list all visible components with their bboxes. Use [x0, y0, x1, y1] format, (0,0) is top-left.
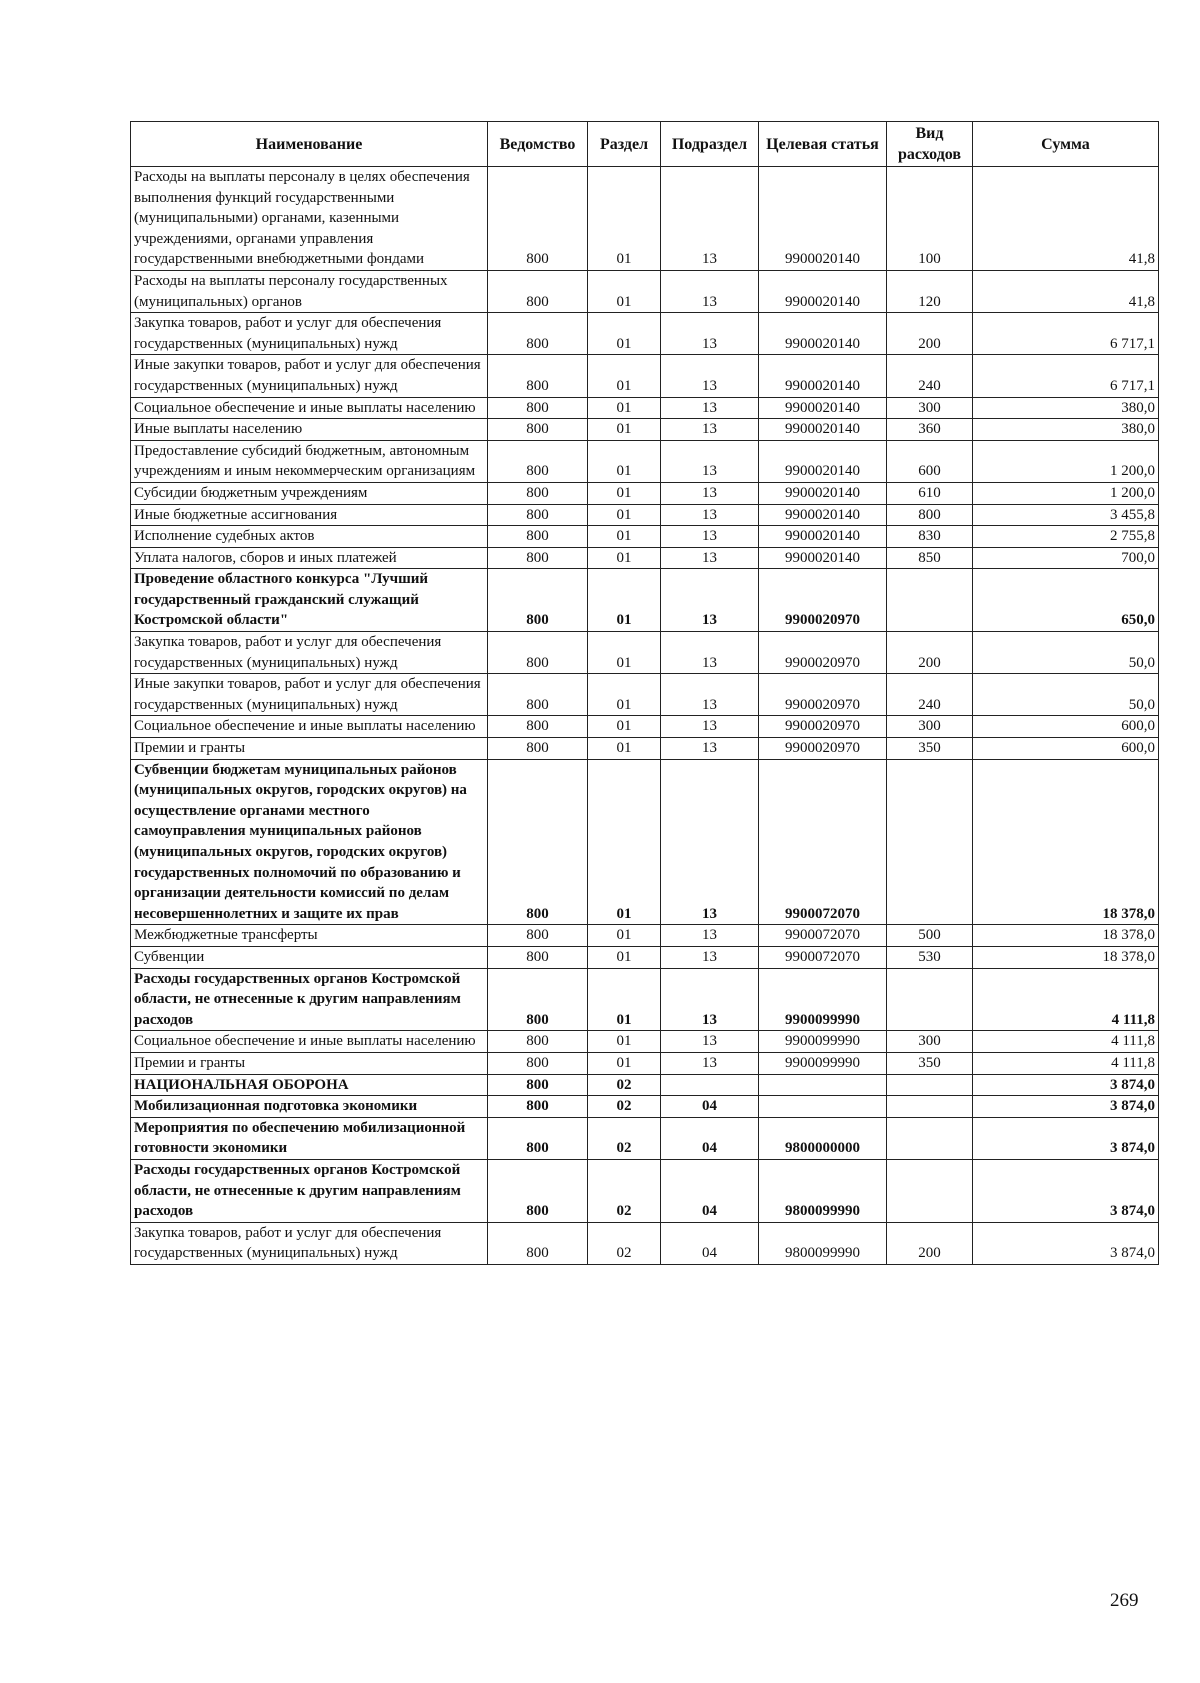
cell-razdel: 01 — [588, 167, 661, 271]
cell-name: Межбюджетные трансферты — [131, 925, 488, 947]
cell-statya: 9900020970 — [759, 632, 887, 674]
table-row — [131, 632, 1159, 674]
header-statya: Целевая статья — [759, 122, 887, 167]
cell-name: Мероприятия по обеспечению мобилизационной готовности экономики — [131, 1117, 488, 1159]
cell-vid — [887, 569, 973, 632]
cell-razdel: 01 — [588, 946, 661, 968]
table-row — [131, 526, 1159, 548]
cell-vid: 360 — [887, 419, 973, 441]
table-row — [131, 167, 1159, 271]
cell-vedomstvo: 800 — [488, 674, 588, 716]
cell-vedomstvo: 800 — [488, 1117, 588, 1159]
table-row — [131, 1031, 1159, 1053]
cell-vedomstvo: 800 — [488, 632, 588, 674]
cell-statya: 9900020140 — [759, 270, 887, 312]
cell-statya: 9900020140 — [759, 167, 887, 271]
cell-vid: 850 — [887, 547, 973, 569]
budget-table — [130, 121, 1159, 1265]
cell-podrazdel: 13 — [661, 482, 759, 504]
cell-statya: 9900020970 — [759, 716, 887, 738]
table-row — [131, 946, 1159, 968]
cell-razdel: 01 — [588, 313, 661, 355]
cell-summa: 380,0 — [973, 419, 1159, 441]
table-row — [131, 482, 1159, 504]
header-vid: Вид расходов — [887, 122, 973, 167]
cell-podrazdel: 13 — [661, 397, 759, 419]
cell-vedomstvo: 800 — [488, 716, 588, 738]
table-row — [131, 1117, 1159, 1159]
cell-vid: 610 — [887, 482, 973, 504]
cell-vedomstvo: 800 — [488, 1096, 588, 1118]
table-row — [131, 1074, 1159, 1096]
cell-podrazdel: 13 — [661, 674, 759, 716]
cell-name: Уплата налогов, сборов и иных платежей — [131, 547, 488, 569]
cell-statya: 9900072070 — [759, 925, 887, 947]
cell-name: Закупка товаров, работ и услуг для обеспечения государственных (муниципальных) нужд — [131, 1222, 488, 1264]
header-name: Наименование — [131, 122, 488, 167]
cell-summa: 4 111,8 — [973, 968, 1159, 1031]
cell-podrazdel: 04 — [661, 1222, 759, 1264]
cell-summa: 3 874,0 — [973, 1074, 1159, 1096]
cell-statya: 9900020140 — [759, 482, 887, 504]
cell-statya: 9900020140 — [759, 504, 887, 526]
cell-statya: 9900099990 — [759, 1052, 887, 1074]
cell-name: Иные закупки товаров, работ и услуг для обеспечения государственных (муниципальных) нужд — [131, 674, 488, 716]
cell-razdel: 01 — [588, 397, 661, 419]
cell-vedomstvo: 800 — [488, 968, 588, 1031]
cell-summa: 2 755,8 — [973, 526, 1159, 548]
cell-summa: 3 874,0 — [973, 1222, 1159, 1264]
cell-summa: 380,0 — [973, 397, 1159, 419]
cell-statya — [759, 1074, 887, 1096]
cell-razdel: 01 — [588, 759, 661, 925]
cell-name: НАЦИОНАЛЬНАЯ ОБОРОНА — [131, 1074, 488, 1096]
table-row — [131, 738, 1159, 760]
cell-podrazdel: 13 — [661, 1052, 759, 1074]
cell-vid: 200 — [887, 313, 973, 355]
cell-razdel: 02 — [588, 1117, 661, 1159]
cell-summa: 3 874,0 — [973, 1117, 1159, 1159]
cell-podrazdel: 13 — [661, 270, 759, 312]
cell-podrazdel — [661, 1074, 759, 1096]
table-body — [131, 167, 1159, 1265]
cell-statya: 9900020140 — [759, 547, 887, 569]
cell-name: Исполнение судебных актов — [131, 526, 488, 548]
cell-vedomstvo: 800 — [488, 504, 588, 526]
cell-vid — [887, 968, 973, 1031]
cell-podrazdel: 13 — [661, 968, 759, 1031]
cell-podrazdel: 13 — [661, 419, 759, 441]
cell-podrazdel: 13 — [661, 925, 759, 947]
cell-summa: 18 378,0 — [973, 759, 1159, 925]
cell-razdel: 01 — [588, 270, 661, 312]
cell-statya: 9800099990 — [759, 1222, 887, 1264]
cell-statya — [759, 1096, 887, 1118]
cell-vid: 100 — [887, 167, 973, 271]
header-razdel: Раздел — [588, 122, 661, 167]
cell-vedomstvo: 800 — [488, 1222, 588, 1264]
cell-vid: 200 — [887, 1222, 973, 1264]
table-row — [131, 759, 1159, 925]
cell-podrazdel: 13 — [661, 946, 759, 968]
cell-vedomstvo: 800 — [488, 167, 588, 271]
cell-vid: 600 — [887, 440, 973, 482]
cell-podrazdel: 13 — [661, 738, 759, 760]
cell-podrazdel: 13 — [661, 440, 759, 482]
cell-name: Иные закупки товаров, работ и услуг для обеспечения государственных (муниципальных) нужд — [131, 355, 488, 397]
cell-summa: 4 111,8 — [973, 1052, 1159, 1074]
table-row — [131, 1222, 1159, 1264]
cell-statya: 9900020140 — [759, 355, 887, 397]
cell-statya: 9900020140 — [759, 397, 887, 419]
cell-razdel: 01 — [588, 569, 661, 632]
cell-razdel: 01 — [588, 738, 661, 760]
cell-summa: 3 455,8 — [973, 504, 1159, 526]
cell-vedomstvo: 800 — [488, 759, 588, 925]
cell-podrazdel: 13 — [661, 526, 759, 548]
cell-vid — [887, 759, 973, 925]
cell-vedomstvo: 800 — [488, 440, 588, 482]
cell-vedomstvo: 800 — [488, 946, 588, 968]
table-row — [131, 270, 1159, 312]
cell-name: Социальное обеспечение и иные выплаты населению — [131, 1031, 488, 1053]
cell-name: Закупка товаров, работ и услуг для обеспечения государственных (муниципальных) нужд — [131, 632, 488, 674]
cell-name: Премии и гранты — [131, 1052, 488, 1074]
cell-vid: 240 — [887, 355, 973, 397]
table-row — [131, 1052, 1159, 1074]
table-row — [131, 355, 1159, 397]
cell-podrazdel: 13 — [661, 313, 759, 355]
cell-summa: 50,0 — [973, 632, 1159, 674]
cell-razdel: 01 — [588, 526, 661, 548]
table-row — [131, 1096, 1159, 1118]
table-row — [131, 504, 1159, 526]
cell-summa: 650,0 — [973, 569, 1159, 632]
table-row — [131, 968, 1159, 1031]
cell-summa: 600,0 — [973, 738, 1159, 760]
cell-vedomstvo: 800 — [488, 482, 588, 504]
cell-vid — [887, 1117, 973, 1159]
cell-statya: 9800099990 — [759, 1159, 887, 1222]
cell-vid: 530 — [887, 946, 973, 968]
cell-summa: 600,0 — [973, 716, 1159, 738]
table-row — [131, 419, 1159, 441]
cell-podrazdel: 13 — [661, 167, 759, 271]
cell-summa: 50,0 — [973, 674, 1159, 716]
header-podrazdel: Подраздел — [661, 122, 759, 167]
cell-summa: 18 378,0 — [973, 925, 1159, 947]
table-row — [131, 569, 1159, 632]
cell-podrazdel: 13 — [661, 355, 759, 397]
cell-summa: 1 200,0 — [973, 482, 1159, 504]
cell-name: Проведение областного конкурса "Лучший государственный гражданский служащий Костромской области" — [131, 569, 488, 632]
cell-vid — [887, 1159, 973, 1222]
cell-podrazdel: 13 — [661, 547, 759, 569]
header-vedomstvo: Ведомство — [488, 122, 588, 167]
cell-vid — [887, 1096, 973, 1118]
cell-name: Субсидии бюджетным учреждениям — [131, 482, 488, 504]
cell-vedomstvo: 800 — [488, 526, 588, 548]
cell-name: Субвенции — [131, 946, 488, 968]
cell-summa: 6 717,1 — [973, 313, 1159, 355]
cell-vid: 350 — [887, 738, 973, 760]
cell-razdel: 02 — [588, 1096, 661, 1118]
cell-razdel: 01 — [588, 1052, 661, 1074]
cell-vid: 200 — [887, 632, 973, 674]
table-row — [131, 716, 1159, 738]
cell-vid: 350 — [887, 1052, 973, 1074]
cell-vid: 800 — [887, 504, 973, 526]
cell-podrazdel: 13 — [661, 759, 759, 925]
cell-razdel: 01 — [588, 482, 661, 504]
cell-podrazdel: 13 — [661, 1031, 759, 1053]
cell-podrazdel: 13 — [661, 569, 759, 632]
cell-razdel: 02 — [588, 1159, 661, 1222]
cell-vedomstvo: 800 — [488, 738, 588, 760]
cell-razdel: 01 — [588, 1031, 661, 1053]
cell-statya: 9900020140 — [759, 419, 887, 441]
cell-vid: 830 — [887, 526, 973, 548]
header-row — [131, 122, 1159, 167]
table-row — [131, 440, 1159, 482]
cell-name: Социальное обеспечение и иные выплаты населению — [131, 716, 488, 738]
cell-name: Расходы на выплаты персоналу государственных (муниципальных) органов — [131, 270, 488, 312]
cell-vedomstvo: 800 — [488, 1074, 588, 1096]
table-row — [131, 397, 1159, 419]
cell-summa: 41,8 — [973, 167, 1159, 271]
cell-statya: 9900020970 — [759, 738, 887, 760]
cell-name: Расходы государственных органов Костромской области, не отнесенные к другим направлениям расходов — [131, 968, 488, 1031]
cell-summa: 41,8 — [973, 270, 1159, 312]
cell-name: Социальное обеспечение и иные выплаты населению — [131, 397, 488, 419]
cell-vid: 120 — [887, 270, 973, 312]
cell-podrazdel: 13 — [661, 716, 759, 738]
cell-vedomstvo: 800 — [488, 397, 588, 419]
page-number: 269 — [1110, 1590, 1139, 1611]
cell-statya: 9900099990 — [759, 1031, 887, 1053]
cell-summa: 3 874,0 — [973, 1096, 1159, 1118]
cell-vedomstvo: 800 — [488, 1031, 588, 1053]
header-summa: Сумма — [973, 122, 1159, 167]
cell-vedomstvo: 800 — [488, 1159, 588, 1222]
cell-vid: 240 — [887, 674, 973, 716]
cell-statya: 9900020140 — [759, 526, 887, 548]
cell-statya: 9900072070 — [759, 759, 887, 925]
cell-vedomstvo: 800 — [488, 569, 588, 632]
cell-statya: 9900020970 — [759, 569, 887, 632]
cell-statya: 9900072070 — [759, 946, 887, 968]
cell-summa: 1 200,0 — [973, 440, 1159, 482]
cell-vid — [887, 1074, 973, 1096]
cell-podrazdel: 04 — [661, 1096, 759, 1118]
cell-vedomstvo: 800 — [488, 313, 588, 355]
cell-podrazdel: 04 — [661, 1117, 759, 1159]
cell-name: Предоставление субсидий бюджетным, автономным учреждениям и иным некоммерческим организациям — [131, 440, 488, 482]
cell-vid: 300 — [887, 716, 973, 738]
cell-razdel: 02 — [588, 1222, 661, 1264]
cell-razdel: 01 — [588, 925, 661, 947]
cell-razdel: 02 — [588, 1074, 661, 1096]
cell-summa: 6 717,1 — [973, 355, 1159, 397]
cell-vedomstvo: 800 — [488, 925, 588, 947]
cell-summa: 3 874,0 — [973, 1159, 1159, 1222]
cell-name: Расходы государственных органов Костромской области, не отнесенные к другим направлениям расходов — [131, 1159, 488, 1222]
cell-name: Мобилизационная подготовка экономики — [131, 1096, 488, 1118]
cell-name: Закупка товаров, работ и услуг для обеспечения государственных (муниципальных) нужд — [131, 313, 488, 355]
cell-summa: 4 111,8 — [973, 1031, 1159, 1053]
cell-razdel: 01 — [588, 355, 661, 397]
table-row — [131, 547, 1159, 569]
cell-summa: 18 378,0 — [973, 946, 1159, 968]
cell-razdel: 01 — [588, 716, 661, 738]
cell-statya: 9800000000 — [759, 1117, 887, 1159]
cell-vedomstvo: 800 — [488, 270, 588, 312]
table-row — [131, 674, 1159, 716]
cell-podrazdel: 13 — [661, 632, 759, 674]
cell-statya: 9900099990 — [759, 968, 887, 1031]
cell-vedomstvo: 800 — [488, 419, 588, 441]
cell-podrazdel: 13 — [661, 504, 759, 526]
table-row — [131, 1159, 1159, 1222]
cell-razdel: 01 — [588, 440, 661, 482]
cell-name: Иные бюджетные ассигнования — [131, 504, 488, 526]
cell-summa: 700,0 — [973, 547, 1159, 569]
table-row — [131, 313, 1159, 355]
cell-razdel: 01 — [588, 674, 661, 716]
cell-razdel: 01 — [588, 419, 661, 441]
cell-podrazdel: 04 — [661, 1159, 759, 1222]
cell-statya: 9900020140 — [759, 440, 887, 482]
cell-razdel: 01 — [588, 504, 661, 526]
cell-vid: 500 — [887, 925, 973, 947]
cell-vid: 300 — [887, 1031, 973, 1053]
cell-statya: 9900020970 — [759, 674, 887, 716]
cell-vedomstvo: 800 — [488, 355, 588, 397]
table-row — [131, 925, 1159, 947]
cell-razdel: 01 — [588, 968, 661, 1031]
cell-razdel: 01 — [588, 632, 661, 674]
cell-razdel: 01 — [588, 547, 661, 569]
cell-name: Премии и гранты — [131, 738, 488, 760]
cell-statya: 9900020140 — [759, 313, 887, 355]
cell-vid: 300 — [887, 397, 973, 419]
cell-name: Субвенции бюджетам муниципальных районов (муниципальных округов, городских округов) на осуществление органами местного самоуправления муниципальных районов (муниципальных округов, городских округов) государственных полномочий по образованию и организации деятельности комиссий по делам несовершеннолетних и защите их прав — [131, 759, 488, 925]
cell-name: Расходы на выплаты персоналу в целях обеспечения выполнения функций государственными (муниципальными) органами, казенными учреждениями, органами управления государственными внебюджетными фондами — [131, 167, 488, 271]
cell-name: Иные выплаты населению — [131, 419, 488, 441]
cell-vedomstvo: 800 — [488, 1052, 588, 1074]
cell-vedomstvo: 800 — [488, 547, 588, 569]
